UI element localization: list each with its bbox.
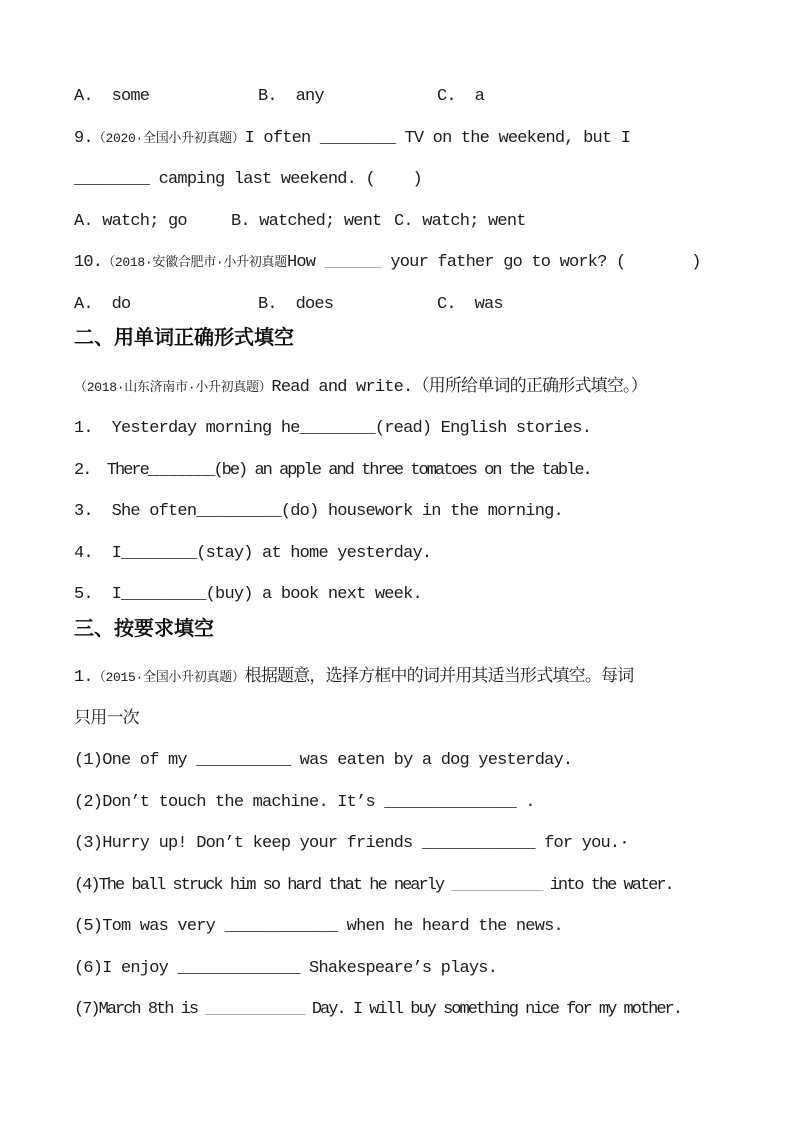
- text-segment: your father go to work? ( ): [380, 253, 701, 272]
- answer-blank: ____________: [205, 1000, 304, 1019]
- section-heading: 三、按要求填空: [74, 617, 214, 640]
- answer-blank: ________: [74, 170, 150, 189]
- text-segment: when he heard the news.: [337, 917, 563, 936]
- text-segment: (do) housework in the morning.: [280, 502, 563, 521]
- citation-text: （2018·山东济南市·小升初真题）: [74, 379, 272, 395]
- text-segment: (be) an apple and three tomatoes on the table.: [213, 460, 591, 480]
- section-heading: 二、用单词正确形式填空: [74, 327, 294, 349]
- text-segment: 3. She often: [74, 502, 197, 521]
- option-item: C. a: [437, 87, 485, 106]
- text-segment: I often: [244, 128, 320, 148]
- document-line: [74, 782, 774, 824]
- text-segment: (buy) a book next week.: [205, 585, 422, 604]
- options-row: [74, 76, 774, 118]
- text-segment: 10.: [74, 253, 103, 272]
- document-line: [74, 948, 774, 990]
- text-segment: TV on the weekend, but I: [395, 128, 631, 148]
- text-segment: 1.: [74, 668, 93, 687]
- text-segment: .: [515, 792, 535, 812]
- document-line: [74, 450, 774, 492]
- answer-blank: ________: [147, 460, 214, 480]
- answer-blank: _____________: [177, 958, 300, 978]
- document-line: [74, 657, 774, 699]
- answer-blank: ____________: [421, 834, 535, 853]
- document-line: [74, 906, 774, 948]
- text-segment: was eaten by a dog yesterday.: [290, 751, 573, 770]
- option-item: A. some: [74, 87, 150, 106]
- document-line: [74, 865, 774, 907]
- answer-blank: _________: [196, 502, 281, 521]
- text-segment: camping last weekend. ( ): [149, 170, 422, 189]
- answer-blank: ___________: [451, 875, 542, 895]
- text-segment: (stay) at home yesterday.: [196, 543, 432, 563]
- text-segment: (3)Hurry up! Don’t keep your friends: [74, 834, 422, 853]
- answer-blank: __________: [196, 751, 291, 770]
- option-item: B. watched; went: [231, 211, 382, 231]
- text-segment: Day. I will buy something nice for my mother.: [303, 1000, 681, 1019]
- document-line: [74, 989, 774, 1031]
- document-line: [74, 159, 774, 201]
- text-segment: (read) English stories.: [374, 419, 592, 438]
- document-line: [74, 491, 774, 533]
- options-row: [74, 201, 774, 243]
- text-segment: (5)Tom was very: [74, 917, 225, 936]
- text-segment: 5. I: [74, 585, 122, 604]
- text-segment: (7)March 8th is: [74, 1000, 206, 1019]
- answer-blank: _________: [121, 585, 206, 604]
- text-segment: 只用一次: [74, 709, 139, 729]
- document-line: [74, 823, 774, 865]
- text-segment: for you.·: [534, 834, 629, 853]
- option-item: C. was: [437, 294, 503, 314]
- answer-blank: ______: [324, 253, 381, 272]
- document-line: [74, 408, 774, 450]
- option-item: B. any: [258, 87, 324, 106]
- citation-text: （2018·安徽合肥市·小升初真题: [102, 255, 287, 270]
- text-segment: 4. I: [74, 543, 122, 563]
- text-segment: 2. There: [74, 460, 148, 480]
- answer-blank: ____________: [224, 917, 338, 936]
- option-item: B. does: [258, 294, 334, 314]
- text-segment: (2)Don’t touch the machine. It’s: [74, 792, 385, 812]
- citation-text: （2020·全国小升初真题）: [92, 130, 245, 146]
- document-line: [74, 740, 774, 782]
- text-segment: (4)The ball struck him so hard that he nearly: [74, 875, 452, 895]
- text-segment: into the water.: [541, 875, 673, 895]
- answer-blank: ________: [121, 543, 197, 563]
- text-segment: 1. Yesterday morning he: [74, 419, 300, 438]
- option-item: C. watch; went: [394, 211, 526, 231]
- text-segment: Read and write.（用所给单词的正确形式填空。）: [271, 377, 647, 397]
- text-segment: (1)One of my: [74, 751, 197, 770]
- document-line: [74, 699, 774, 741]
- text-segment: Shakespeare’s plays.: [299, 958, 498, 978]
- document-line: [74, 533, 774, 575]
- answer-blank: ________: [299, 419, 375, 438]
- document-line: [74, 118, 774, 160]
- answer-blank: ________: [319, 128, 396, 148]
- option-item: A. watch; go: [74, 211, 187, 231]
- answer-blank: ______________: [384, 792, 516, 812]
- document-content: [74, 76, 774, 1031]
- text-segment: How: [286, 253, 325, 272]
- text-segment: (6)I enjoy: [74, 958, 178, 978]
- option-item: A. do: [74, 294, 131, 314]
- citation-text: （2015·全国小升初真题）: [92, 670, 245, 685]
- text-segment: 根据题意，选择方框中的词并用其适当形式填空。每词: [244, 668, 634, 687]
- document-line: [74, 367, 774, 409]
- document-line: [74, 242, 774, 284]
- text-segment: 9.: [74, 128, 93, 148]
